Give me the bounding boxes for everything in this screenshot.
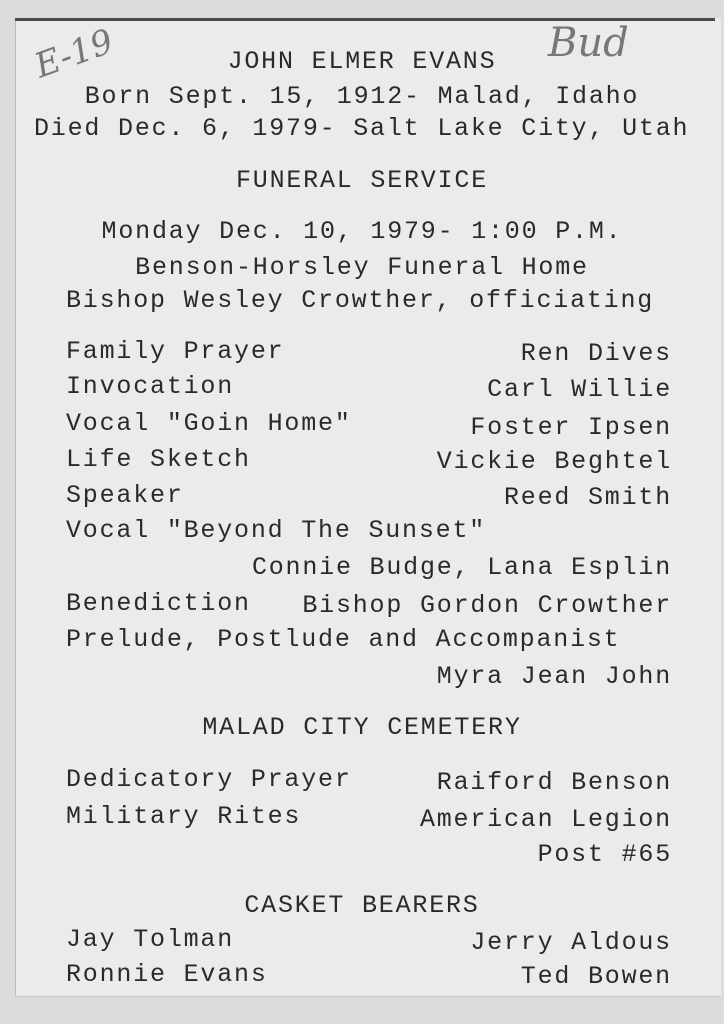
program-item: Vocal "Goin Home" xyxy=(66,409,352,438)
program-item: Benediction xyxy=(66,589,251,618)
program-participant: Myra Jean John xyxy=(436,662,672,691)
cemetery-item: Military Rites xyxy=(66,802,302,831)
birth-line: Born Sept. 15, 1912- Malad, Idaho xyxy=(84,82,640,111)
program-participant: Carl Willie xyxy=(487,375,672,404)
service-heading: FUNERAL SERVICE xyxy=(235,166,489,195)
program-participant: Ren Dives xyxy=(520,339,672,368)
cemetery-participant-post: Post #65 xyxy=(537,840,672,869)
service-date: Monday Dec. 10, 1979- 1:00 P.M. xyxy=(101,217,623,246)
bearer-name: Jay Tolman xyxy=(66,925,235,954)
handwritten-note-corner: E-19 xyxy=(29,21,119,87)
deceased-name: JOHN ELMER EVANS xyxy=(227,47,497,76)
cemetery-participant: Raiford Benson xyxy=(436,768,672,797)
bearer-name: Ted Bowen xyxy=(520,962,672,991)
cemetery-item: Dedicatory Prayer xyxy=(66,765,352,794)
cemetery-heading: MALAD CITY CEMETERY xyxy=(202,713,522,742)
service-place: Benson-Horsley Funeral Home xyxy=(135,253,589,282)
program-item: Prelude, Postlude and Accompanist xyxy=(66,625,621,654)
bearer-name: Ronnie Evans xyxy=(66,960,268,989)
handwritten-nickname: Bud xyxy=(548,20,629,66)
bearer-name: Jerry Aldous xyxy=(470,928,672,957)
program-item: Speaker xyxy=(66,481,184,510)
program-participant: Vickie Beghtel xyxy=(436,447,672,476)
cemetery-participant: American Legion xyxy=(419,805,672,834)
program-participant: Reed Smith xyxy=(503,483,672,512)
program-item: Life Sketch xyxy=(66,445,251,474)
program-participant: Bishop Gordon Crowther xyxy=(302,591,672,620)
program-item: Invocation xyxy=(66,372,235,401)
program-item: Vocal "Beyond The Sunset" xyxy=(66,516,487,545)
program-participant: Foster Ipsen xyxy=(470,413,672,442)
bearers-heading: CASKET BEARERS xyxy=(244,891,480,920)
death-line: Died Dec. 6, 1979- Salt Lake City, Utah xyxy=(34,114,690,143)
program-item: Family Prayer xyxy=(66,337,285,366)
service-officiant: Bishop Wesley Crowther, officiating xyxy=(66,286,655,315)
program-participant: Connie Budge, Lana Esplin xyxy=(251,553,672,582)
